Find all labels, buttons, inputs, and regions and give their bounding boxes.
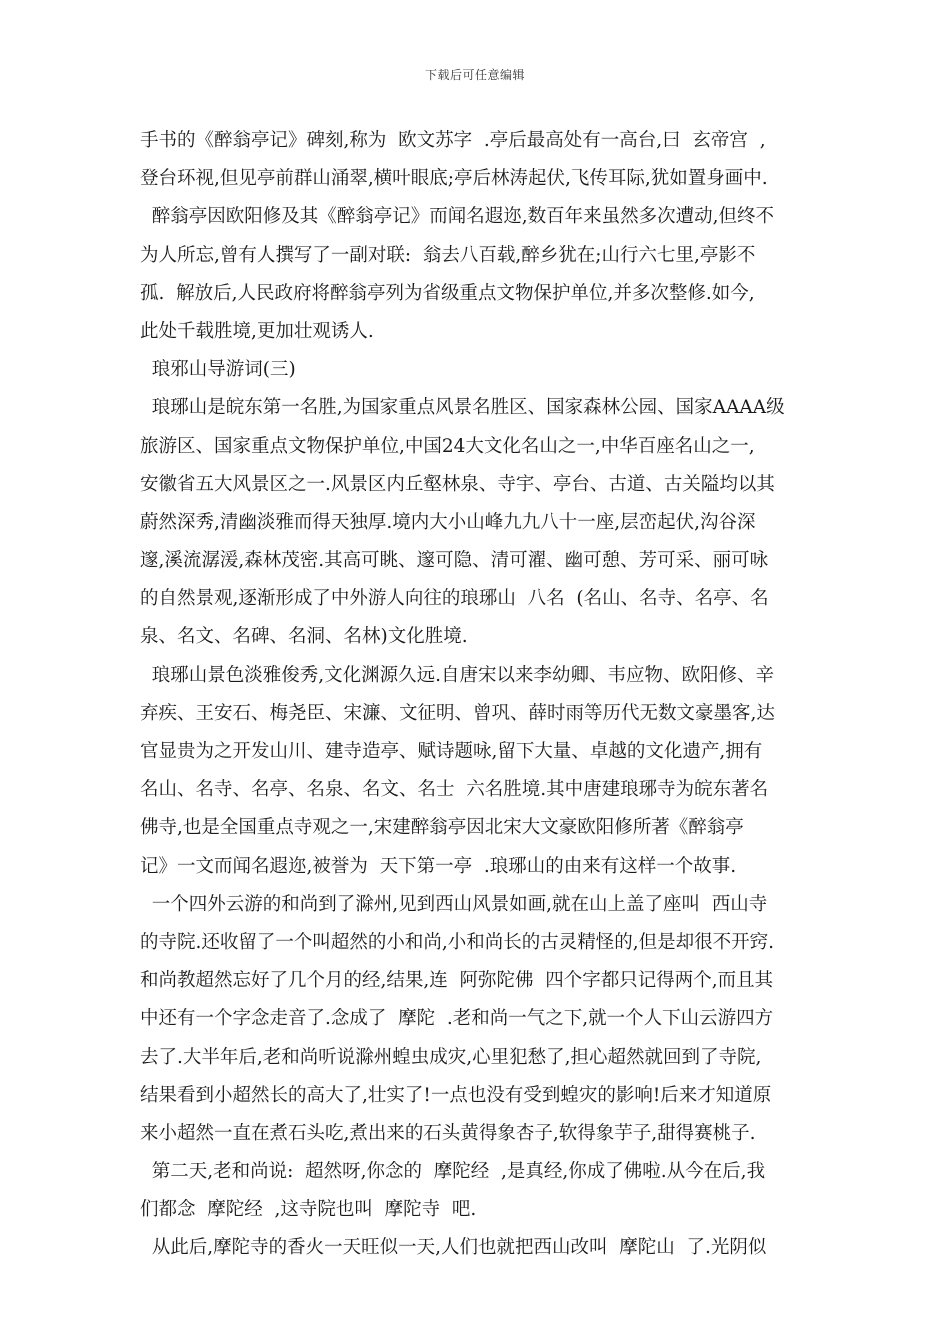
text-line: 此处千载胜境,更加壮观诱人. [140,320,374,342]
text-line: 记》一文而闻名遐迩,被誉为 天下第一亭 .琅琊山的由来有这样一个故事. [140,855,737,877]
text-line: 来小超然一直在煮石头吃,煮出来的石头黄得象杏子,软得象芋子,甜得赛桃子. [140,1122,756,1144]
text-line: 邃,溪流潺湲,森林茂密.其高可眺、邃可隐、清可濯、幽可憩、芳可采、丽可咏 [140,550,769,572]
text-line: 孤. 解放后,人民政府将醉翁亭列为省级重点文物保护单位,并多次整修.如今, [140,282,755,304]
body-text [140,122,815,1268]
text-line: 安徽省五大风景区之一.风景区内丘壑林泉、寺宇、亭台、古道、古关隘均以其 [140,473,775,495]
text-line: 们都念 摩陀经 ,这寺院也叫 摩陀寺 吧. [140,1199,477,1221]
text-line: 蔚然深秀,清幽淡雅而得天独厚.境内大小山峰九九八十一座,层峦起伏,沟谷深 [140,511,756,533]
text-line: 泉、名文、名碑、名洞、名林)文化胜境. [140,626,468,648]
text-line: 琅琊山景色淡雅俊秀,文化渊源久远.自唐宋以来李幼卿、韦应物、欧阳修、辛 [140,664,775,686]
text-line: 中还有一个字念走音了.念成了 摩陀 .老和尚一气之下,就一个人下山云游四方 [140,1008,774,1030]
text-line: 登台环视,但见亭前群山涌翠,横叶眼底;亭后林涛起伏,飞传耳际,犹如置身画中. [140,168,768,190]
text-line: 的自然景观,逐渐形成了中外游人向往的琅琊山 八名 (名山、名寺、名亭、名 [140,588,769,610]
text-line: 旅游区、国家重点文物保护单位,中国24大文化名山之一,中华百座名山之一, [140,435,755,457]
text-line: 名山、名寺、名亭、名泉、名文、名士 六名胜境.其中唐建琅琊寺为皖东著名 [140,779,769,801]
text-line: 从此后,摩陀寺的香火一天旺似一天,人们也就把西山改叫 摩陀山 了.光阴似 [140,1237,767,1259]
text-line: 醉翁亭因欧阳修及其《醉翁亭记》而闻名遐迩,数百年来虽然多次遭动,但终不 [140,206,775,228]
text-line: 和尚教超然忘好了几个月的经,结果,连 阿弥陀佛 四个字都只记得两个,而且其 [140,970,774,992]
text-line: 为人所忘,曾有人撰写了一副对联: 翁去八百载,醉乡犹在;山行六七里,亭影不 [140,244,756,266]
text-line: 琅琊山是皖东第一名胜,为国家重点风景名胜区、国家森林公园、国家AAAA级 [140,397,785,419]
text-line: 第二天,老和尚说: 超然呀,你念的 摩陀经 ,是真经,你成了佛啦.从今在后,我 [140,1161,766,1183]
text-line: 一个四外云游的和尚到了滁州,见到西山风景如画,就在山上盖了座叫 西山寺 [140,893,768,915]
page-header: 下载后可任意编辑 [424,68,525,82]
text-line: 去了.大半年后,老和尚听说滁州蝗虫成灾,心里犯愁了,担心超然就回到了寺院, [140,1046,762,1068]
text-line: 结果看到小超然长的高大了,壮实了!一点也没有受到蝗灾的影响!后来才知道原 [140,1084,772,1106]
text-line: 佛寺,也是全国重点寺观之一,宋建醉翁亭因北宋大文豪欧阳修所著《醉翁亭 [140,817,744,839]
text-line: 琅邪山导游词(三) [140,359,296,381]
text-line: 手书的《醉翁亭记》碑刻,称为 欧文苏字 .亭后最高处有一高台,曰 玄帝宫 , [140,130,766,151]
text-line: 弃疾、王安石、梅尧臣、宋濂、文征明、曾巩、薛时雨等历代无数文豪墨客,达 [140,702,775,724]
text-line: 官显贵为之开发山川、建寺造亭、赋诗题咏,留下大量、卓越的文化遗产,拥有 [140,741,763,762]
text-line: 的寺院.还收留了一个叫超然的小和尚,小和尚长的古灵精怪的,但是却很不开窍. [140,931,775,953]
